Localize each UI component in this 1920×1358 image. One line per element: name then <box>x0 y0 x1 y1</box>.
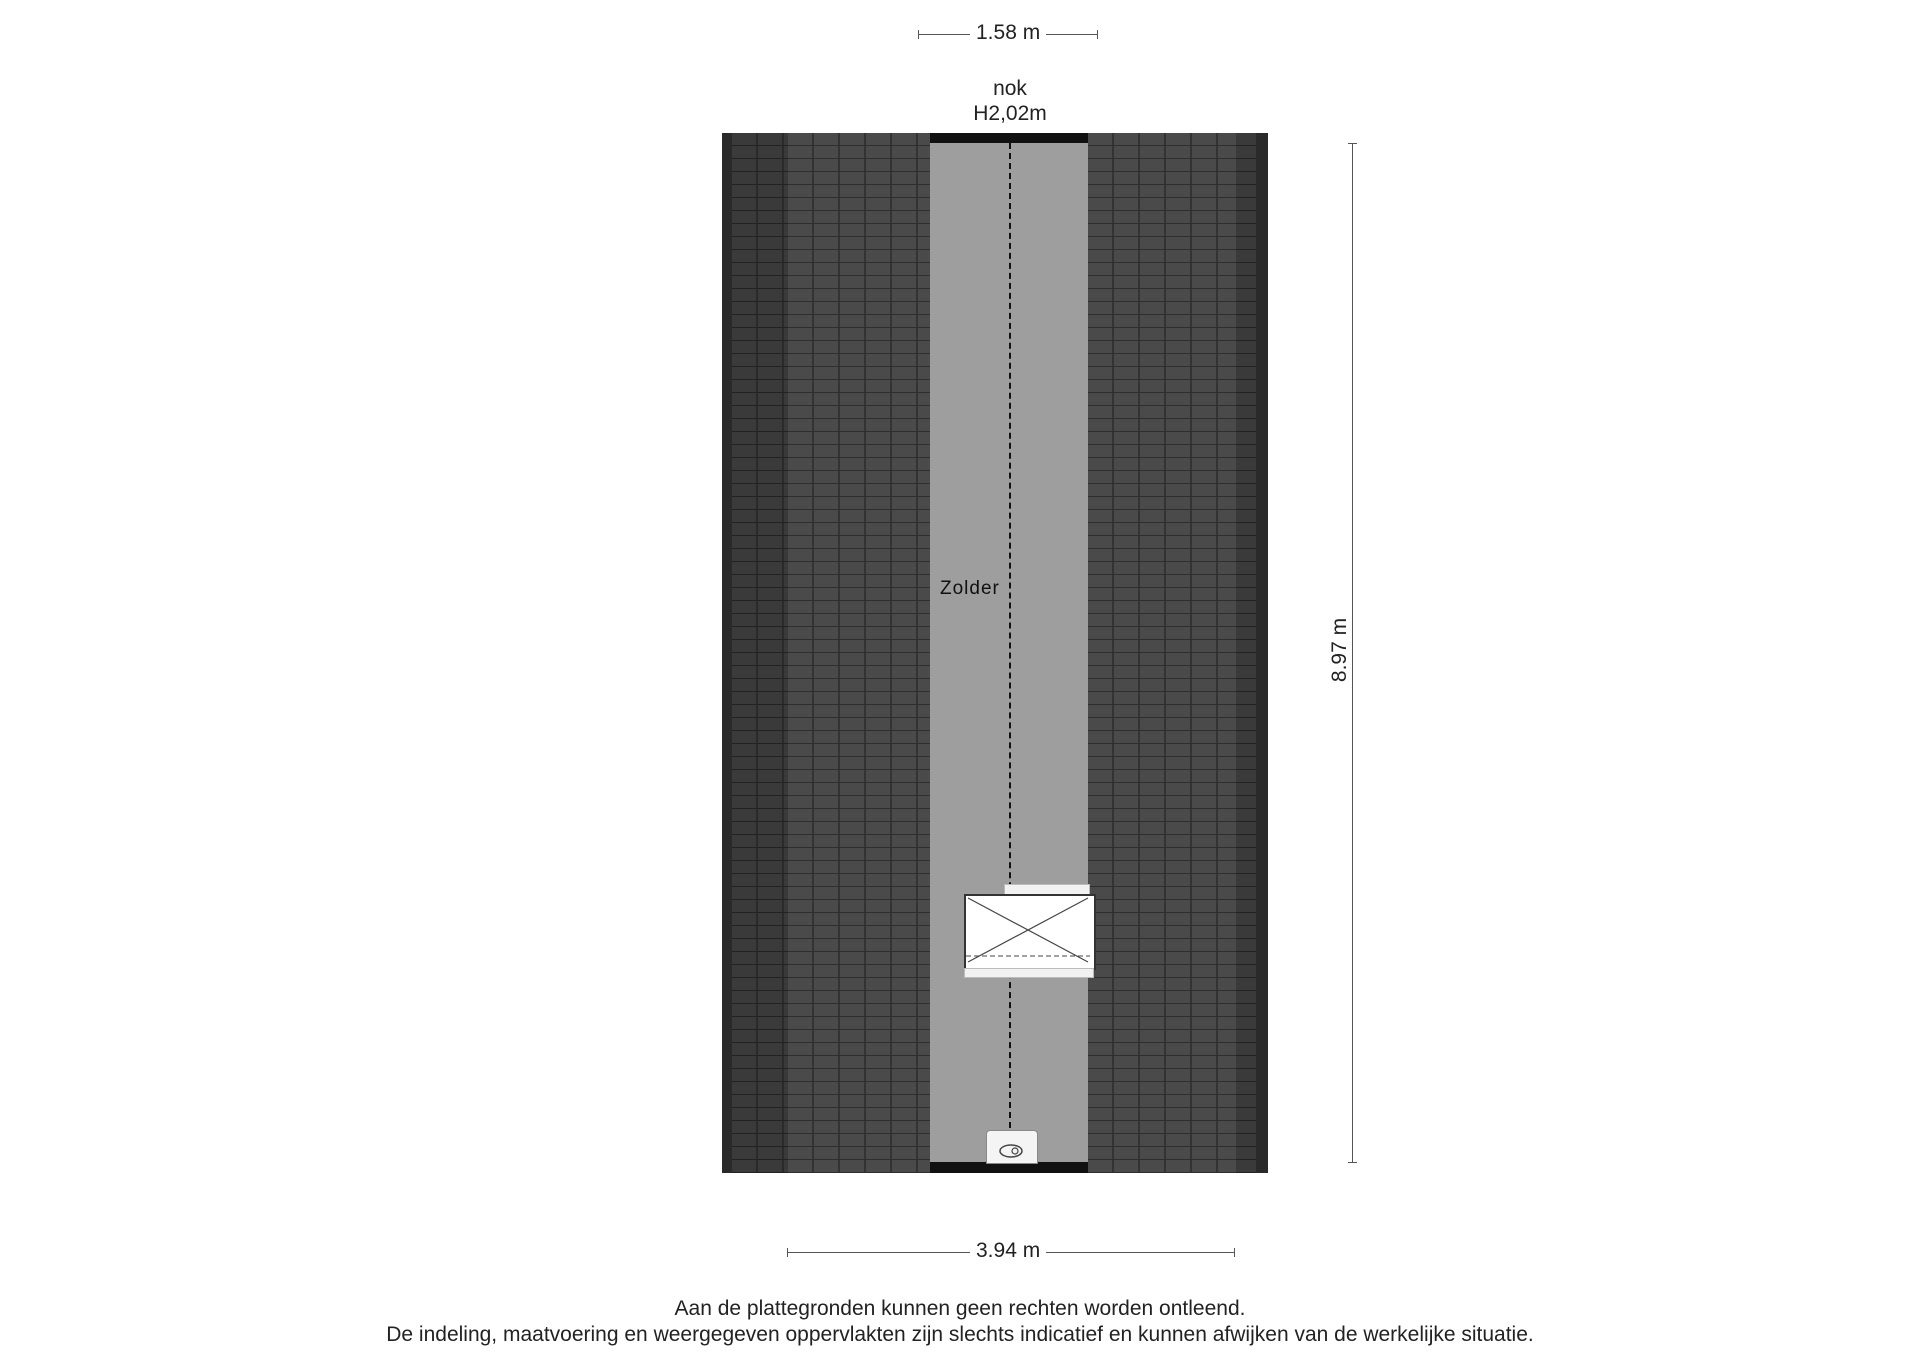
ridge-bar-top <box>930 133 1088 143</box>
vent-icon <box>986 1130 1038 1164</box>
right-dimension-tick-bottom <box>1348 1162 1357 1163</box>
roof-hatch-frame-bottom <box>964 968 1094 978</box>
ridge-height: H2,02m <box>973 102 1047 125</box>
disclaimer-line-2: De indeling, maatvoering en weergegeven oppervlakten zijn slechts indicatief en kunnen afwijken van de werkelijke situatie. <box>386 1323 1534 1346</box>
bottom-dimension-tick-right <box>1234 1248 1235 1257</box>
right-dimension-tick-top <box>1348 143 1357 144</box>
right-roof-outer-tiles <box>1236 133 1256 1173</box>
roof-hatch-cross <box>966 896 1090 964</box>
right-roof-inner-tiles <box>1088 133 1236 1173</box>
disclaimer-line-1: Aan de plattegronden kunnen geen rechten worden ontleend. <box>674 1297 1246 1320</box>
ridge-name: nok <box>993 77 1027 100</box>
room-label: Zolder <box>940 578 1000 599</box>
roof-hatch-opening <box>964 894 1096 970</box>
right-dimension-label: 8.97 m <box>1328 615 1352 685</box>
left-roof-outer-tiles <box>732 133 788 1173</box>
left-roof-inner-tiles <box>788 133 930 1173</box>
top-dimension-tick-left <box>918 30 919 39</box>
top-dimension-tick-right <box>1097 30 1098 39</box>
bottom-dimension-tick-left <box>787 1248 788 1257</box>
right-dimension-line <box>1352 143 1353 1163</box>
ridge-line <box>1009 143 1011 1148</box>
bottom-dimension-label: 3.94 m <box>970 1239 1046 1263</box>
top-dimension-label: 1.58 m <box>970 21 1046 45</box>
left-roof-edge <box>722 133 732 1173</box>
right-roof-edge <box>1256 133 1268 1173</box>
ridge-label <box>930 76 1090 126</box>
